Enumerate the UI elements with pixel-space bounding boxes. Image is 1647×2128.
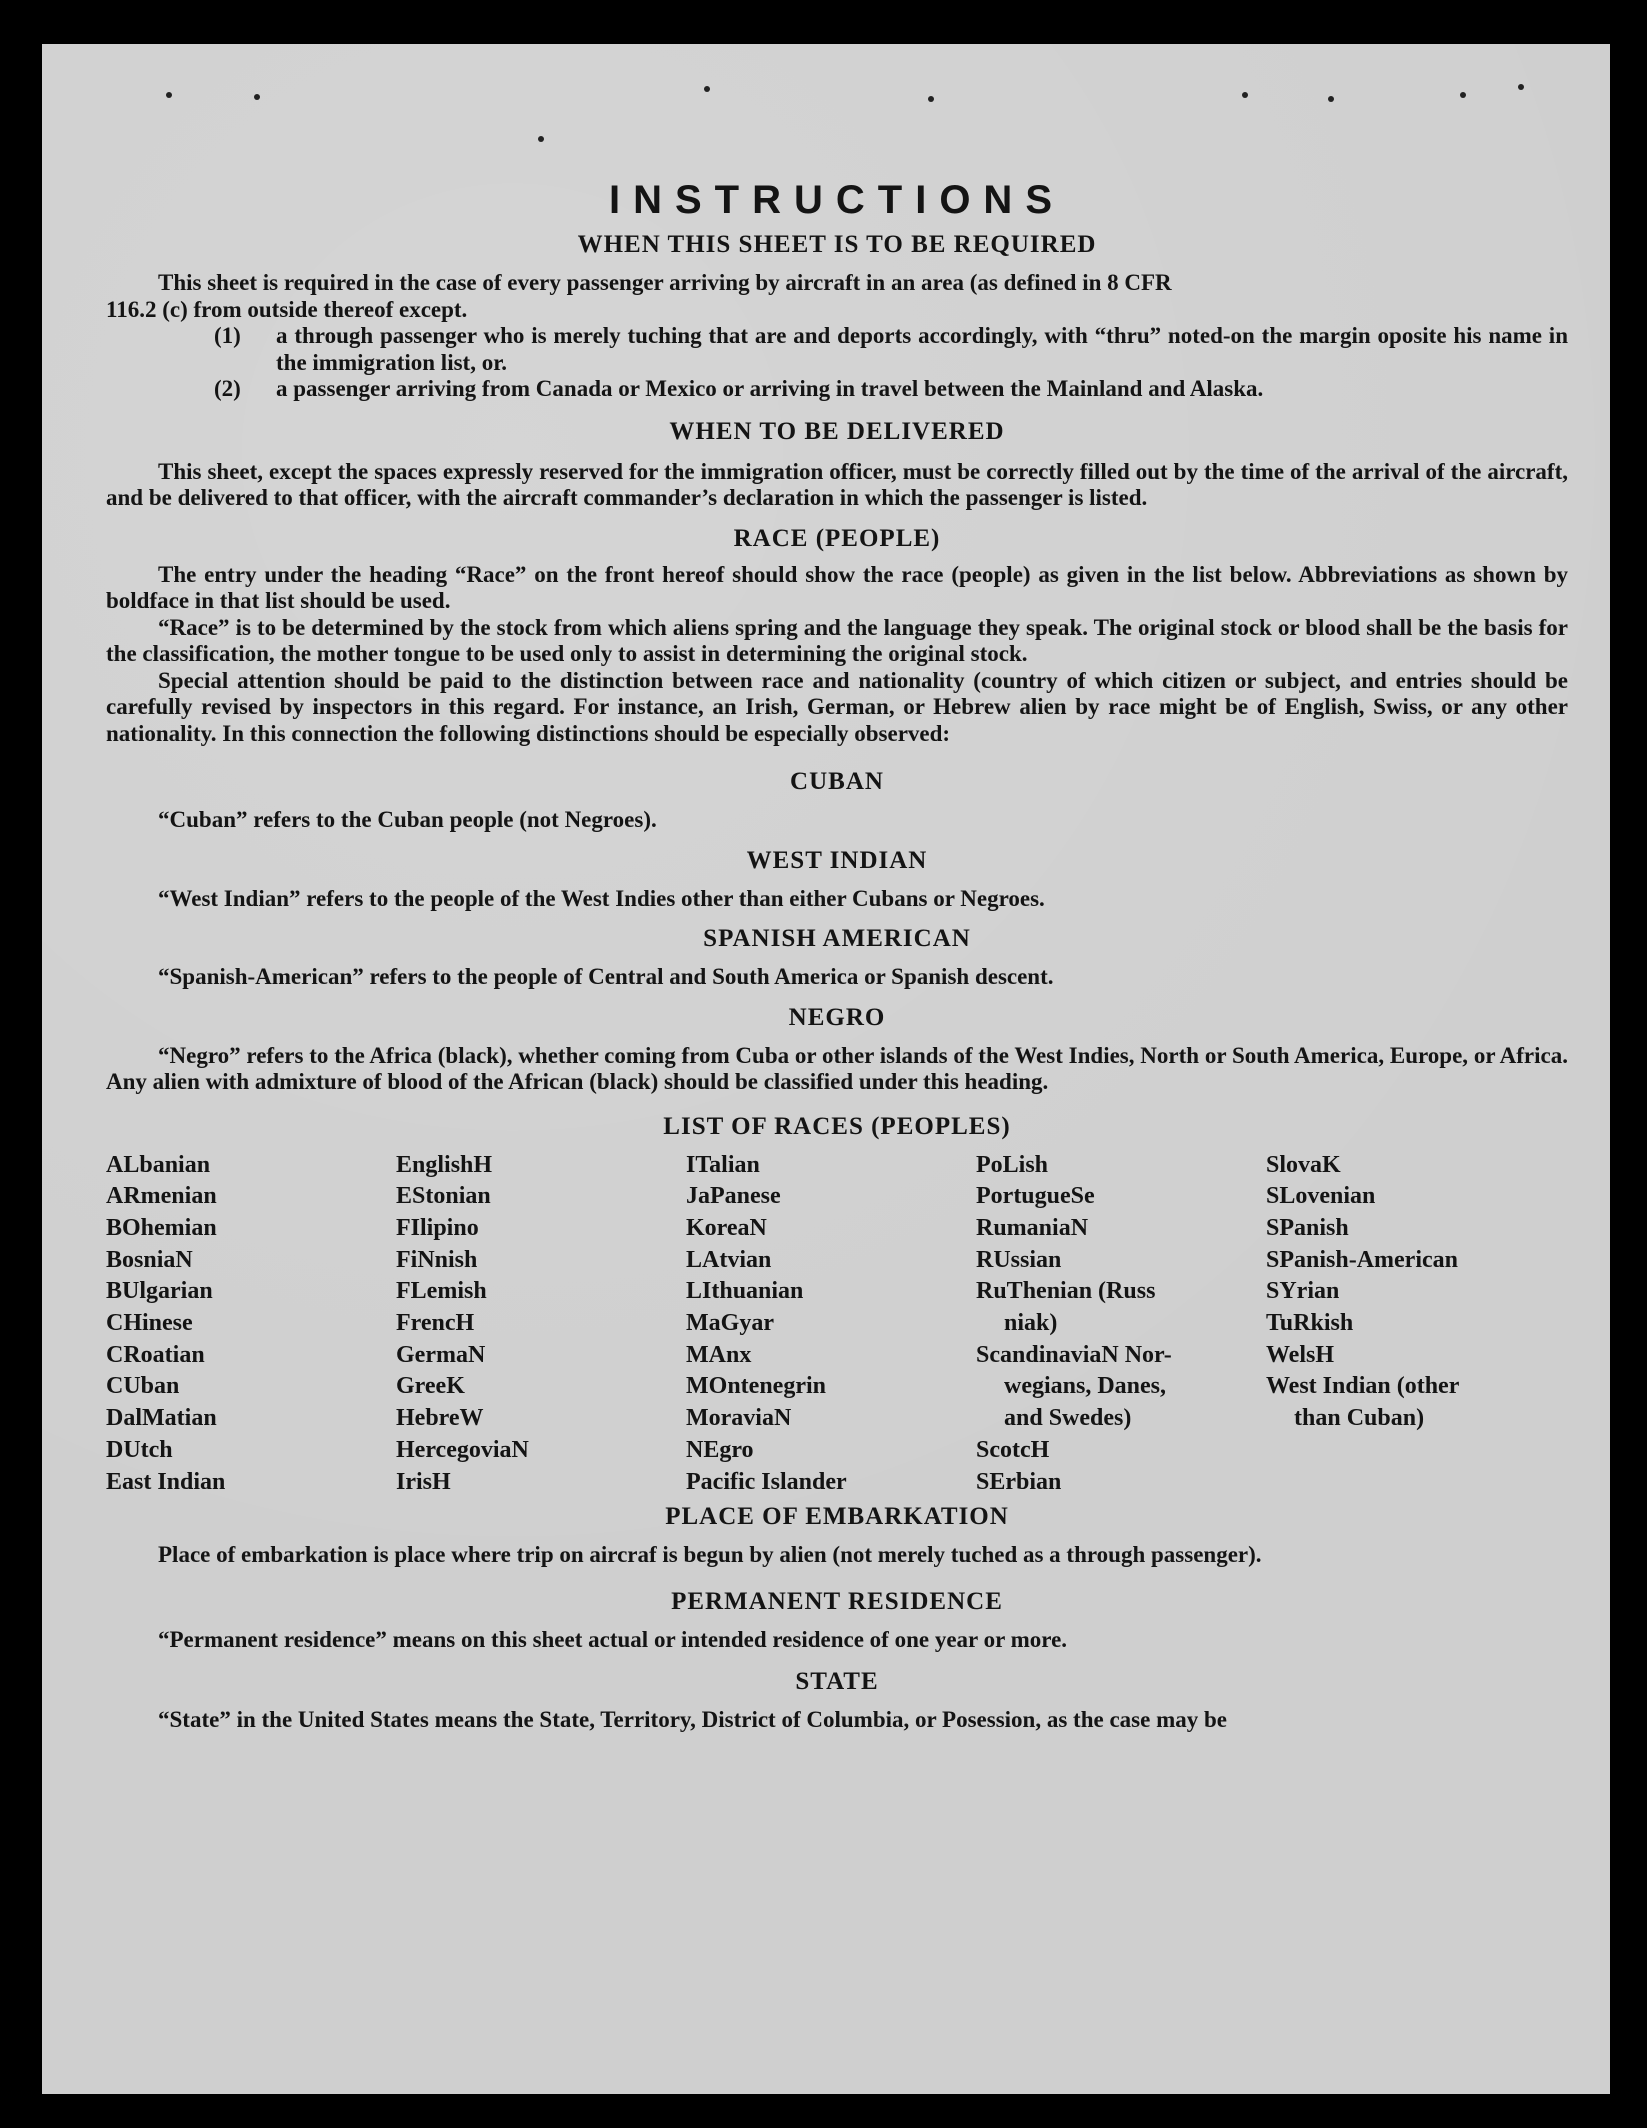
required-paragraph-line2: 116.2 (c) from outside thereof except. <box>106 296 468 322</box>
instructions-content <box>106 44 1568 1734</box>
race-entry: PortugueSe <box>976 1183 1095 1210</box>
required-paragraph-line1: This sheet is required in the case of every passenger arriving by aircraft in an area (as defined in 8 CFR <box>158 270 1172 295</box>
race-entry: FIlipino <box>396 1214 479 1241</box>
section-heading-west-indian: WEST INDIAN <box>746 846 928 874</box>
race-entry: MOntenegrin <box>686 1373 826 1400</box>
race-entry: SYrian <box>1266 1278 1340 1305</box>
race-entry: FiNnish <box>396 1246 478 1273</box>
race-entry: BosniaN <box>106 1246 193 1273</box>
races-column <box>686 1150 976 1499</box>
race-entry: RumaniaN <box>976 1214 1089 1241</box>
exception-text: a through passenger who is merely tuching that are and deports accordingly, with “thru” noted-on the margin oposite his name in the immigration list, or. <box>276 323 1568 375</box>
races-list <box>106 1150 1568 1499</box>
race-entry: ITalian <box>686 1151 760 1178</box>
race-entry: JaPanese <box>686 1183 781 1210</box>
race-entry: EStonian <box>396 1183 491 1210</box>
race-entry: SErbian <box>976 1468 1062 1495</box>
section-heading-embarkation: PLACE OF EMBARKATION <box>665 1503 1009 1531</box>
negro-definition: “Negro” refers to the Africa (black), whether coming from Cuba or other islands of the West Indies, North or South America, Europe, or Africa. Any alien with admixture of blood of the African (black) should be classified under this heading. <box>106 1042 1568 1094</box>
section-heading-cuban: CUBAN <box>790 768 884 795</box>
race-entry: Pacific Islander <box>686 1468 847 1495</box>
section-heading-required: WHEN THIS SHEET IS TO BE REQUIRED <box>577 231 1097 258</box>
race-entry-continuation: wegians, Danes, <box>1004 1373 1167 1400</box>
section-heading-permanent-residence: PERMANENT RESIDENCE <box>671 1587 1003 1615</box>
race-entry: DalMatian <box>106 1405 217 1432</box>
document-page <box>42 44 1610 2094</box>
race-entry: GermaN <box>396 1341 486 1368</box>
section-heading-state: STATE <box>795 1668 879 1696</box>
races-column <box>106 1150 396 1499</box>
race-entry: ALbanian <box>106 1151 211 1178</box>
race-entry: IrisH <box>396 1468 451 1495</box>
race-entry-continuation: and Swedes) <box>1004 1405 1132 1432</box>
races-column <box>976 1150 1266 1499</box>
race-entry: MAnx <box>686 1341 752 1368</box>
exception-number: (2) <box>214 376 241 401</box>
page-title: INSTRUCTIONS <box>609 178 1065 222</box>
race-entry: SPanish-American <box>1266 1246 1458 1273</box>
race-entry: BOhemian <box>106 1214 217 1241</box>
section-heading-list-of-races: LIST OF RACES (PEOPLES) <box>663 1112 1011 1140</box>
races-column <box>1266 1150 1526 1499</box>
race-entry: LIthuanian <box>686 1278 804 1305</box>
race-entry: ScandinaviaN Nor- <box>976 1341 1172 1368</box>
race-entry-continuation: niak) <box>1004 1310 1058 1337</box>
race-entry: MaGyar <box>686 1310 774 1337</box>
race-entry: SPanish <box>1266 1214 1349 1241</box>
residence-definition: “Permanent residence” means on this sheet actual or intended residence of one year or more. <box>158 1626 1068 1652</box>
race-entry: DUtch <box>106 1436 173 1463</box>
exception-number: (1) <box>214 323 241 348</box>
race-entry: CHinese <box>106 1310 193 1337</box>
race-entry: MoraviaN <box>686 1405 792 1432</box>
race-entry: CUban <box>106 1373 180 1400</box>
race-entry: BUlgarian <box>106 1278 213 1305</box>
race-entry: RUssian <box>976 1246 1062 1273</box>
race-entry-continuation: than Cuban) <box>1294 1405 1425 1432</box>
section-heading-spanish-american: SPANISH AMERICAN <box>703 925 971 952</box>
race-paragraph-1: The entry under the heading “Race” on the front hereof should show the race (people) as given in the list below. Abbreviations as shown by boldface in that list should be used. <box>106 561 1568 613</box>
delivered-paragraph: This sheet, except the spaces expressly reserved for the immigration officer, must be correctly filled out by the time of the arrival of the aircraft, and be delivered to that officer, with the aircraft commander’s declaration in which the passenger is listed. <box>106 458 1568 510</box>
race-entry: ARmenian <box>106 1183 217 1210</box>
race-entry: HebreW <box>396 1405 484 1432</box>
race-entry: PoLish <box>976 1151 1049 1178</box>
state-definition: “State” in the United States means the State, Territory, District of Columbia, or Posession, as the case may be <box>158 1707 1227 1733</box>
race-entry: LAtvian <box>686 1246 772 1273</box>
race-entry: HercegoviaN <box>396 1436 529 1463</box>
section-heading-race: RACE (PEOPLE) <box>733 524 941 552</box>
spanish-american-definition: “Spanish-American” refers to the people of Central and South America or Spanish descent. <box>158 964 1054 989</box>
race-entry: EnglishH <box>396 1151 493 1178</box>
section-heading-negro: NEGRO <box>788 1003 886 1031</box>
exception-item <box>106 323 1568 376</box>
cuban-definition: “Cuban” refers to the Cuban people (not Negroes). <box>158 807 657 832</box>
west-indian-definition: “West Indian” refers to the people of the West Indies other than either Cubans or Negroes. <box>158 885 1045 911</box>
race-entry: FrencH <box>396 1310 475 1337</box>
race-paragraph-2: “Race” is to be determined by the stock from which aliens spring and the language they speak. The original stock or blood shall be the basis for the classification, the mother tongue to be used only to assist in determining the original stock. <box>106 614 1568 666</box>
race-entry: CRoatian <box>106 1341 205 1368</box>
race-entry: KoreaN <box>686 1214 767 1241</box>
race-entry: SLovenian <box>1266 1183 1376 1210</box>
race-entry: WelsH <box>1266 1341 1335 1368</box>
exception-item <box>106 376 1568 403</box>
race-entry: RuThenian (Russ <box>976 1278 1156 1305</box>
section-heading-delivered: WHEN TO BE DELIVERED <box>669 417 1005 445</box>
race-entry: GreeK <box>396 1373 465 1400</box>
race-entry: SlovaK <box>1266 1151 1341 1178</box>
race-entry: West Indian (other <box>1266 1373 1460 1400</box>
exception-text: a passenger arriving from Canada or Mexico or arriving in travel between the Mainland and Alaska. <box>276 376 1264 401</box>
race-paragraph-3: Special attention should be paid to the distinction between race and nationality (country of which citizen or subject, and entries should be carefully revised by inspectors in this regard. For instance, an Irish, German, or Hebrew alien by race might be of English, Swiss, or any other nationality. In this connection the following distinctions should be especially observed: <box>106 667 1568 746</box>
race-entry: East Indian <box>106 1468 226 1495</box>
race-entry: NEgro <box>686 1436 754 1463</box>
embarkation-definition: Place of embarkation is place where trip on aircraf is begun by alien (not merely tuched as a through passenger). <box>158 1542 1262 1568</box>
races-column <box>396 1150 686 1499</box>
race-entry: FLemish <box>396 1278 487 1305</box>
race-entry: TuRkish <box>1266 1310 1354 1337</box>
race-entry: ScotcH <box>976 1436 1050 1463</box>
